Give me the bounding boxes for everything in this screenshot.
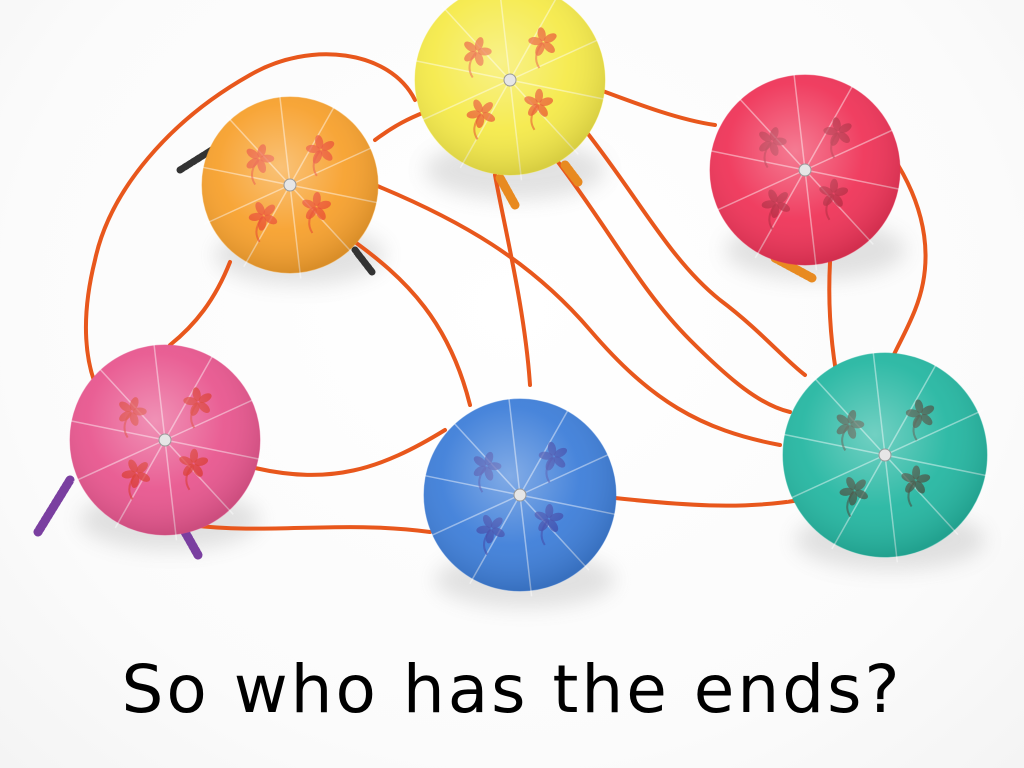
- umbrella-tip: [284, 179, 296, 191]
- umbrella-tip: [504, 74, 516, 86]
- umbrella-tip: [799, 164, 811, 176]
- umbrella-tip: [879, 449, 891, 461]
- string-segment: [375, 112, 425, 140]
- umbrella-tip: [159, 434, 171, 446]
- string-segment: [170, 262, 230, 345]
- string-segment: [255, 430, 445, 475]
- pipe-cleaner: [38, 480, 70, 532]
- string-segment: [375, 185, 780, 445]
- string-segment: [615, 498, 800, 506]
- caption-text: So who has the ends?: [121, 651, 903, 728]
- umbrella-tip: [514, 489, 526, 501]
- string-segment: [600, 90, 715, 125]
